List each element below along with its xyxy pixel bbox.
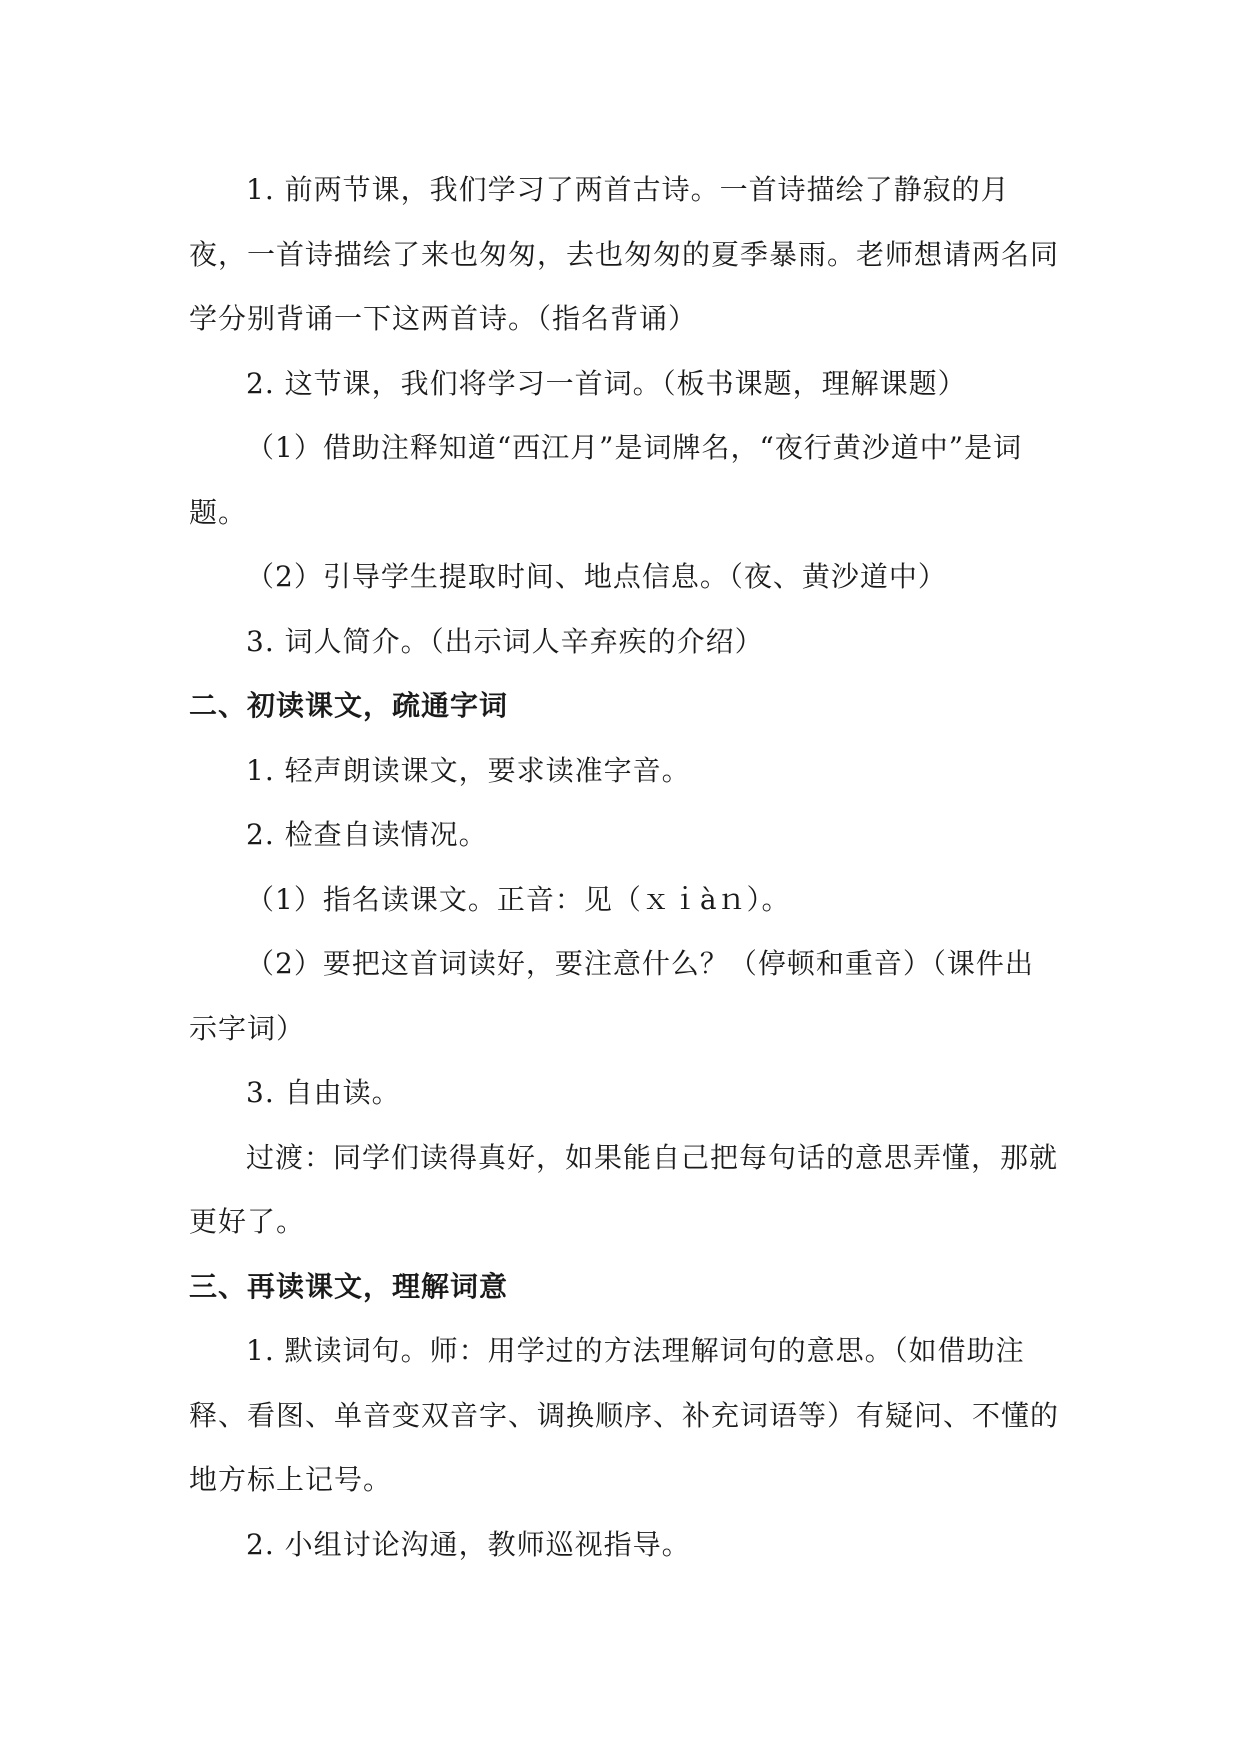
paragraph-review-poems: 1. 前两节课，我们学习了两首古诗。一首诗描绘了静寂的月夜，一首诗描绘了来也匆匆，去也匆匆的夏季暴雨。老师想请两名同学分别背诵一下这两首诗。（指名背诵） [189,173,1060,335]
section-heading-first-reading: 二、初读课文，疏通字词 [189,689,509,722]
paragraph-poet-intro: 3. 词人简介。（出示词人辛弃疾的介绍） [246,624,764,658]
paragraph-read-aloud: 1. 轻声朗读课文，要求读准字音。 [246,753,691,787]
paragraph-free-reading: 3. 自由读。 [246,1076,401,1109]
paragraph-pronunciation: （1）指名读课文。正音：见（ｘｉàｎ）。 [246,882,791,916]
paragraph-silent-reading: 1. 默读词句。师：用学过的方法理解词句的意思。（如借助注释、看图、单音变双音字、调换顺序、补充词语等）有疑问、不懂的地方标上记号。 [189,1334,1060,1496]
paragraph-transition: 过渡：同学们读得真好，如果能自己把每句话的意思弄懂，那就更好了。 [189,1140,1059,1238]
paragraph-group-discussion: 2. 小组讨论沟通，教师巡视指导。 [246,1527,691,1561]
paragraph-check-reading: 2. 检查自读情况。 [246,818,488,851]
paragraph-introduce-ci: 2. 这节课，我们将学习一首词。（板书课题，理解课题） [246,366,967,400]
document-body [189,158,1059,1577]
paragraph-pause-stress: （2）要把这首词读好，要注意什么？（停顿和重音）（课件出示字词） [189,947,1034,1045]
paragraph-cipai-note: （1）借助注释知道“西江月”是词牌名，“夜行黄沙道中”是词题。 [189,431,1023,529]
paragraph-time-place: （2）引导学生提取时间、地点信息。（夜、黄沙道中） [246,560,947,593]
section-heading-understanding: 三、再读课文，理解词意 [189,1269,509,1303]
